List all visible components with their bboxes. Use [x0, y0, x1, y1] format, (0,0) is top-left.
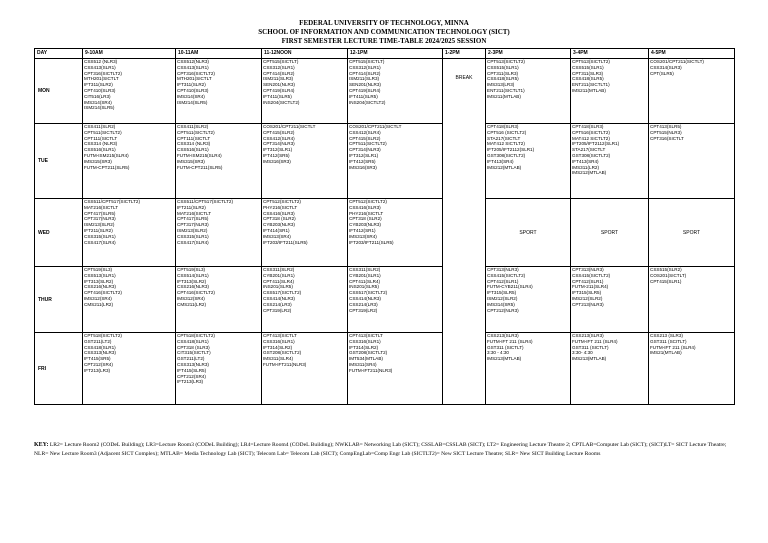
- course-entry: MAT216(SICTLT: [177, 210, 212, 216]
- column-header: DAY: [35, 49, 83, 59]
- sport-cell: SPORT: [649, 199, 735, 267]
- timeslot-cell: [83, 124, 176, 199]
- course-entry: CSS412(SLR4): [349, 129, 381, 135]
- course-entry: CSS316(SLR1): [263, 338, 295, 344]
- course-entry: GST211(LT2): [177, 356, 205, 362]
- timeslot-cell: [571, 59, 649, 124]
- course-entry: CPT415(SLR2): [349, 135, 381, 141]
- course-entry: IFT415(SR5): [84, 356, 111, 362]
- course-entry: CSS314(SLR3): [650, 64, 682, 70]
- key-text: LR2= Lecture Room2 (CODeL Building); LR3=Lecture Room3 (CODeL Building); LR4=Lecture Room4 (CODeL Building); NWKLAB= Networking Lab (SICT); CSSLAB=CSSLAB (SICT); LT2= Engineering Lecture Theatre 2; CPTLAB=Computer Lab (SICT); (SICT)LT= SICT Lecture Theatre; NLR= New Lecture Room3 (Adjacent SICT Complex); MTLAB= Media Technology Lab (SICT); Telecom Lab= Telecom Lab (SICT); CompEngLab=Comp Engr Lab (SICTLT2)= New SICT Lecture Theatre; SLR= New SICT Building Lecture Rooms: [34, 442, 727, 457]
- timeslot-cell: [262, 267, 348, 333]
- course-entry: CSS313(NLR3): [177, 361, 209, 367]
- course-entry: CSS516(SLR1): [177, 147, 209, 153]
- course-entry: FUTM-ISM215(SLR4): [177, 152, 222, 158]
- course-entry: 3:30 - 4:30: [487, 350, 509, 356]
- timeslot-cell: [486, 267, 571, 333]
- course-entry: SEN201(NLR3): [349, 82, 381, 88]
- timeslot-cell: [176, 124, 262, 199]
- timeslot-cell: [262, 199, 348, 267]
- course-entry: IFT412(SR5): [263, 152, 290, 158]
- day-row: [35, 333, 735, 405]
- course-entry: CSS512(NLR3): [177, 59, 209, 64]
- course-entry: FUTM-IFT 211 (SLR4): [487, 338, 533, 344]
- course-entry: CPT319(LR2): [263, 307, 292, 313]
- course-entry: CSS417(SLR4): [84, 239, 116, 245]
- course-entry: GST208(SICTLT2): [263, 350, 302, 356]
- timeslot-cell: [262, 59, 348, 124]
- timeslot-cell: [649, 124, 735, 199]
- course-entry: CPT516 (SICTLT2): [487, 129, 527, 135]
- course-entry: COS201/CPT211(SICTLT): [650, 59, 704, 64]
- day-label: FRI: [35, 333, 83, 405]
- course-entry: INS204(SICTLT2): [349, 99, 386, 105]
- course-entry: CPT413(SICTLT: [349, 333, 383, 338]
- course-entry: CPT318 (SLR3): [177, 344, 210, 350]
- timeslot-cell: [176, 199, 262, 267]
- timeslot-cell: [83, 333, 176, 405]
- course-entry: IMT534(MTLAB): [349, 356, 383, 362]
- course-entry: CSS216(NLR3): [84, 284, 116, 290]
- course-entry: IMS311(SLR4): [263, 356, 294, 362]
- course-entry: SEN201(NLR3): [263, 82, 295, 88]
- course-entry: CSS517(SICTLT2): [263, 290, 302, 296]
- course-entry: IFT411(SLR5): [349, 93, 378, 99]
- course-entry: CPT314(NLR3): [263, 141, 295, 147]
- course-entry: CSS216(NLR3): [177, 284, 209, 290]
- course-entry: CYB203(NLR3): [349, 222, 381, 228]
- column-header: 2-3PM: [486, 49, 571, 59]
- column-header: 9-10AM: [83, 49, 176, 59]
- timeslot-cell: [571, 267, 649, 333]
- course-entry: IFT203/IFT211(SLR5): [349, 239, 394, 245]
- course-entry: IMS315(SR3): [84, 158, 112, 164]
- course-entry: FUTM-CPT211(SLR5): [177, 164, 223, 170]
- timetable: [34, 48, 735, 405]
- day-row: [35, 267, 735, 333]
- break-cell: BREAK: [443, 59, 486, 405]
- course-entry: FUTM-ISM215(SLR4): [84, 152, 129, 158]
- course-entry: GST311 (SICTLT): [487, 344, 524, 350]
- course-entry: CPT415(SLR1): [650, 278, 682, 284]
- course-entry: CPT318 (SLR2): [349, 216, 382, 222]
- timeslot-cell: [176, 267, 262, 333]
- timeslot-cell: [649, 59, 735, 124]
- course-entry: IMS211(MTLAB): [487, 93, 521, 99]
- course-entry: IMS313(LR3): [487, 82, 515, 88]
- course-entry: CPT515(NLR3): [650, 129, 682, 135]
- course-entry: CPT415(SLR2): [263, 129, 295, 135]
- course-entry: IFT414(SR1): [263, 227, 290, 233]
- header-row: [35, 49, 735, 59]
- course-entry: CYB203(NLR3): [263, 222, 295, 228]
- timeslot-cell: [571, 333, 649, 405]
- course-entry: CPT316(SICTLT2): [84, 70, 122, 76]
- course-entry: IMS312(SR4): [84, 295, 112, 301]
- course-entry: CIT516(LR3): [84, 93, 111, 99]
- course-entry: CMS211(LR2): [177, 301, 207, 307]
- course-entry: CSS517(SICTLT2): [349, 290, 388, 296]
- course-entry: FUTM-CYB211(SLR4): [487, 284, 533, 290]
- course-entry: FUTM-IFT 211 (SLR4): [650, 344, 696, 350]
- column-header: 3-4PM: [571, 49, 649, 59]
- course-entry: IMS311(LR2): [572, 164, 599, 170]
- course-entry: FUTM-IFT211(NLR3): [263, 361, 307, 367]
- timeslot-cell: [348, 267, 443, 333]
- course-entry: CSS515(SLR1): [487, 64, 519, 70]
- day-label: MON: [35, 59, 83, 124]
- timeslot-cell: [348, 59, 443, 124]
- timeslot-cell: [486, 124, 571, 199]
- course-entry: CSS413(SLR1): [84, 64, 116, 70]
- course-entry: CPT417(SLR5): [177, 216, 209, 222]
- course-entry: CSS213(SLR3): [572, 333, 604, 338]
- course-entry: IMS212(SLR2): [572, 295, 603, 301]
- course-entry: CPT111(SICTLT: [84, 135, 118, 141]
- course-entry: CSS412(SLR4): [263, 135, 295, 141]
- timeslot-cell: [348, 124, 443, 199]
- timeslot-cell: [486, 59, 571, 124]
- course-entry: CPT317(NLR3): [84, 216, 116, 222]
- course-entry: IFT213(LR3): [177, 379, 204, 385]
- course-entry: GST208(SICTLT2): [349, 350, 388, 356]
- course-entry: CPT516(SICTLT2): [572, 129, 610, 135]
- course-entry: IFT312(SLR1): [263, 147, 293, 153]
- university-title: FEDERAL UNIVERSITY OF TECHNOLOGY, MINNA: [299, 19, 469, 27]
- course-entry: CSS511/CPT517(SICTLT2): [177, 199, 233, 204]
- course-entry: IMS21(MTLAB): [650, 350, 682, 356]
- course-entry: CSS513(SLR1): [84, 272, 116, 278]
- course-entry: CPT414(SLR2): [263, 70, 295, 76]
- course-entry: CSS417(SLR4): [177, 239, 209, 245]
- course-entry: CPT212(SR4): [84, 361, 113, 367]
- course-entry: IMS315(SR3): [177, 158, 205, 164]
- course-entry: IMS313(SR4): [263, 233, 291, 239]
- course-entry: CPT518(SICTLT2): [177, 333, 215, 338]
- course-entry: ISM212(SLR2): [487, 295, 518, 301]
- key-label: KEY:: [34, 442, 49, 448]
- school-title: SCHOOL OF INFORMATION AND COMMUNICATION TECHNOLOGY (SICT): [258, 28, 510, 36]
- course-entry: CPT519(SL3): [177, 267, 206, 272]
- day-label: WED: [35, 199, 83, 267]
- course-entry: CIT315(SICTLT): [177, 350, 211, 356]
- course-entry: COS201(SICTLT): [650, 272, 687, 278]
- course-entry: CSS312(SLR1): [263, 64, 295, 70]
- course-entry: CSS416(SLR3): [349, 204, 381, 210]
- course-entry: CSS516(SLR1): [84, 147, 116, 153]
- course-entry: CSS514(SLR1): [177, 272, 209, 278]
- course-entry: STA217(SICTLT: [572, 147, 606, 153]
- course-entry: IFT312(SLR1): [349, 152, 379, 158]
- course-entry: 3:30- 4:30: [572, 350, 593, 356]
- course-entry: MTH201(SICTLT: [177, 76, 212, 82]
- course-entry: CPT111(SICTLT: [177, 135, 211, 141]
- course-entry: IMS212(MTLAB): [487, 164, 522, 170]
- course-entry: STA217(SICTLT: [487, 135, 521, 141]
- course-entry: CPT212(SR4): [177, 373, 206, 379]
- course-entry: CPT410(SLR3): [177, 87, 209, 93]
- course-entry: CSS415(SICTLT2): [487, 272, 526, 278]
- course-entry: IFT315(SLR5): [572, 290, 602, 296]
- course-entry: CPT411(SLR4): [349, 278, 381, 284]
- course-entry: CPT513(SICTLT2): [487, 59, 525, 64]
- course-entry: CSS311(SLR2): [263, 267, 295, 272]
- course-entry: IMS314(SR4): [177, 93, 205, 99]
- course-entry: FUTM-IFT211(NLR3): [349, 367, 393, 373]
- course-entry: IMS213(MTLAB): [572, 356, 607, 362]
- course-entry: CPT316(SICTLT: [650, 135, 684, 141]
- timeslot-cell: [486, 333, 571, 405]
- course-entry: PHY216(SICTLT: [263, 204, 298, 210]
- course-entry: CSS511/CPT517(SICTLT2): [84, 199, 140, 204]
- course-entry: CSS316(SLR1): [349, 338, 381, 344]
- course-entry: CPT418(SLR3): [487, 124, 519, 129]
- course-entry: CPT413(SLR5): [650, 124, 682, 129]
- course-entry: IMS311(SR4): [349, 361, 377, 367]
- course-entry: CSS515(SLR2): [650, 267, 682, 272]
- timeslot-cell: [649, 333, 735, 405]
- course-entry: CSS416(SLR3): [263, 210, 295, 216]
- course-entry: INS201(SLR5): [349, 284, 379, 290]
- course-entry: CSS418(SLR5): [572, 76, 604, 82]
- column-header: 10-11AM: [176, 49, 262, 59]
- course-entry: IFT413(SR4): [572, 158, 599, 164]
- course-entry: FUTM-CPT211(SLR5): [84, 164, 130, 170]
- course-entry: CPT519(SL3): [84, 267, 113, 272]
- course-entry: CPT515(SICTLT): [349, 59, 385, 64]
- timeslot-cell: [348, 333, 443, 405]
- course-entry: GST308(SICTLT2): [572, 152, 611, 158]
- course-entry: IFT315(SLR5): [487, 290, 517, 296]
- course-entry: GST308(SICTLT2): [487, 152, 526, 158]
- timeslot-cell: [348, 199, 443, 267]
- course-entry: MAT412 SICTLT2): [487, 141, 525, 147]
- course-entry: ENT211(SICTLT1): [572, 82, 610, 88]
- course-entry: CSS314 (NLR3): [177, 141, 211, 147]
- course-entry: IMS213(MTLAB): [487, 356, 522, 362]
- course-entry: CPT413(SICTLT: [263, 333, 297, 338]
- course-entry: CSS415(SICTLT2): [572, 272, 611, 278]
- course-entry: PHY216(SICTLT: [349, 210, 384, 216]
- course-entry: CPT213(NLR3): [572, 301, 604, 307]
- column-header: 12-1PM: [348, 49, 443, 59]
- day-row: [35, 59, 735, 124]
- course-entry: IFT313(SLR2): [84, 278, 114, 284]
- course-entry: CPT418(SLR3): [572, 124, 604, 129]
- course-entry: CPT412(SLR1): [572, 278, 604, 284]
- course-entry: ISM213(SLR2): [177, 227, 208, 233]
- course-entry: CSS515(SLR1): [572, 64, 604, 70]
- course-entry: CPT311(SLR3): [572, 70, 604, 76]
- course-entry: CPT416(SICTLT2): [177, 290, 215, 296]
- course-entry: CSS314 (NLR3): [84, 141, 118, 147]
- course-entry: IMS313(SR4): [349, 233, 377, 239]
- course-entry: CPT511(SICTLT2): [84, 129, 122, 135]
- course-entry: IMS314(SR4): [84, 99, 112, 105]
- timeslot-cell: [83, 199, 176, 267]
- course-entry: CPT212(NLR3): [487, 307, 519, 313]
- course-entry: ISM213(SLR2): [84, 222, 115, 228]
- course-entry: IFT411(SLR5): [263, 93, 292, 99]
- timeslot-cell: [176, 333, 262, 405]
- course-entry: CPT410(SLR3): [84, 87, 116, 93]
- course-entry: CSS311(SLR2): [349, 267, 381, 272]
- day-row: [35, 199, 735, 267]
- day-row: [35, 124, 735, 199]
- course-entry: CSS213 (SLR3): [650, 333, 683, 338]
- timetable-title: FIRST SEMESTER LECTURE TIME-TABLE 2024/2025 SESSION: [281, 37, 487, 45]
- course-entry: CPT411(SLR4): [263, 278, 295, 284]
- course-entry: CPT511(SICTLT2): [177, 129, 215, 135]
- course-entry: CPT412(SLR1): [487, 278, 519, 284]
- sport-cell: SPORT: [571, 199, 649, 267]
- course-entry: CPT317(NLR3): [177, 222, 209, 228]
- course-entry: CSS418(SLR1): [177, 338, 209, 344]
- course-entry: CPT513(SICTLT2): [572, 59, 610, 64]
- course-entry: CPT515(SICTLT): [263, 59, 299, 64]
- course-entry: INS201(SLR5): [263, 284, 293, 290]
- course-entry: COS201/CPT211(SICTLT: [263, 124, 316, 129]
- sport-cell: SPORT: [486, 199, 571, 267]
- course-entry: IFT313(SLR2): [177, 278, 207, 284]
- course-entry: CSS418(SLR5): [487, 76, 519, 82]
- day-label: THUR: [35, 267, 83, 333]
- course-entry: CPT512(SICTLT2): [349, 199, 387, 204]
- course-entry: CSS312(SLR1): [349, 64, 381, 70]
- course-entry: IFT213(LR3): [84, 367, 111, 373]
- course-entry: ISM214(SLR5): [177, 99, 208, 105]
- course-entry: IFT314(SLR2): [349, 344, 379, 350]
- course-entry: CPT416(SICTLT2): [84, 290, 122, 296]
- course-entry: CYB201(SLR1): [263, 272, 295, 278]
- column-header: 4-5PM: [649, 49, 735, 59]
- course-entry: IFT314(SLR2): [263, 344, 293, 350]
- column-header: 11-12NOON: [262, 49, 348, 59]
- course-entry: CYB201(SLR1): [349, 272, 381, 278]
- course-entry: GST311 (SCITLT): [650, 338, 687, 344]
- course-entry: CPT417(SLR5): [84, 210, 116, 216]
- course-entry: IMS316(SR3): [263, 158, 291, 164]
- timeslot-cell: [649, 267, 735, 333]
- course-entry: MAT412 SICTLT2): [572, 135, 610, 141]
- course-entry: CPT419(SLR4): [349, 87, 381, 93]
- course-entry: ISM211(SLR3): [263, 76, 294, 82]
- course-entry: CPT518(SICTLT2): [84, 333, 122, 338]
- timeslot-cell: [571, 124, 649, 199]
- course-entry: IFT211(SLR2): [177, 204, 206, 210]
- course-entry: ENT211(SICTLT1): [487, 87, 525, 93]
- course-entry: ISM214(SLR5): [84, 105, 115, 111]
- course-entry: IMS212(MTLAB): [572, 170, 607, 176]
- course-entry: IFT412(SR5): [349, 158, 376, 164]
- course-entry: IFT205/IFT2112(SLR1): [487, 147, 535, 153]
- course-entry: CPT511(SICTLT2): [349, 141, 387, 147]
- course-entry: CSS313(NLR3): [84, 350, 116, 356]
- course-entry: CSS315(SLR1): [84, 233, 116, 239]
- course-entry: IFT413(SR4): [487, 158, 514, 164]
- course-entry: CPT319(LR2): [349, 307, 378, 313]
- timeslot-cell: [176, 59, 262, 124]
- course-entry: CPT318 (SLR2): [263, 216, 296, 222]
- course-entry: GST311 (SICTLT): [572, 344, 609, 350]
- day-label: TUE: [35, 124, 83, 199]
- timeslot-cell: [262, 333, 348, 405]
- course-entry: CSS414(NLR3): [263, 295, 295, 301]
- course-entry: FUTM-IFT 211 (SLR4): [572, 338, 618, 344]
- course-entry: FUTM-211(SLR4): [572, 284, 609, 290]
- course-entry: CPT512(SICTLT2): [263, 199, 301, 204]
- course-entry: CPT414(SLR2): [349, 70, 381, 76]
- timeslot-cell: [83, 267, 176, 333]
- key-legend: [34, 441, 734, 459]
- course-entry: IFT311(SLR2): [177, 82, 206, 88]
- timeslot-cell: [262, 124, 348, 199]
- course-entry: CMS211(LR2): [84, 301, 114, 307]
- course-entry: IMS211(MTLAB): [572, 87, 606, 93]
- course-entry: IFT203/IFT211(SLR5): [263, 239, 308, 245]
- course-entry: CSS214(LR3): [263, 301, 292, 307]
- course-entry: CPT(SLR5): [650, 70, 674, 76]
- course-entry: IFT412(SR1): [349, 227, 376, 233]
- course-entry: CPT419(SLR4): [263, 87, 295, 93]
- course-entry: IMS314(SR5): [487, 301, 515, 307]
- course-entry: CPT313(NLR3): [487, 267, 519, 272]
- course-entry: CSS315(SLR1): [177, 233, 209, 239]
- course-entry: CSS414(NLR3): [349, 295, 381, 301]
- course-entry: CSS411(SLR2): [84, 124, 116, 129]
- course-entry: CPT311(SLR3): [487, 70, 519, 76]
- course-entry: MTH201(SICTLT: [84, 76, 119, 82]
- course-entry: CSS512 (NLR3): [84, 59, 118, 64]
- course-entry: IMS316(SR3): [349, 164, 377, 170]
- course-entry: CSS213(SLR3): [487, 333, 519, 338]
- course-entry: CSS411(SLR2): [177, 124, 209, 129]
- course-entry: CPT313(NLR3): [572, 267, 604, 272]
- course-entry: GST211(LT2): [84, 338, 112, 344]
- course-entry: IFT415(SLR5): [177, 367, 207, 373]
- course-entry: ISM211(SLR3): [349, 76, 380, 82]
- course-entry: CSS418(SLR1): [84, 344, 116, 350]
- course-entry: CPT316(SICTLT2): [177, 70, 215, 76]
- column-header: 1-2PM: [443, 49, 486, 59]
- timeslot-cell: [83, 59, 176, 124]
- course-entry: MAT216(SICTLT: [84, 204, 119, 210]
- course-entry: CSS413(SLR1): [177, 64, 209, 70]
- course-entry: CSS214(LR3): [349, 301, 378, 307]
- course-entry: IFT211(SLR2): [84, 227, 113, 233]
- course-entry: IFT311(SLR2): [84, 82, 113, 88]
- course-entry: IFT205/IFT2112(SLR1): [572, 141, 620, 147]
- course-entry: INS204(SICTLT2): [263, 99, 300, 105]
- course-entry: IMS312(SR4): [177, 295, 205, 301]
- course-entry: CPT314(NLR3): [349, 147, 381, 153]
- course-entry: COS201/CPT211(SICTLT: [349, 124, 402, 129]
